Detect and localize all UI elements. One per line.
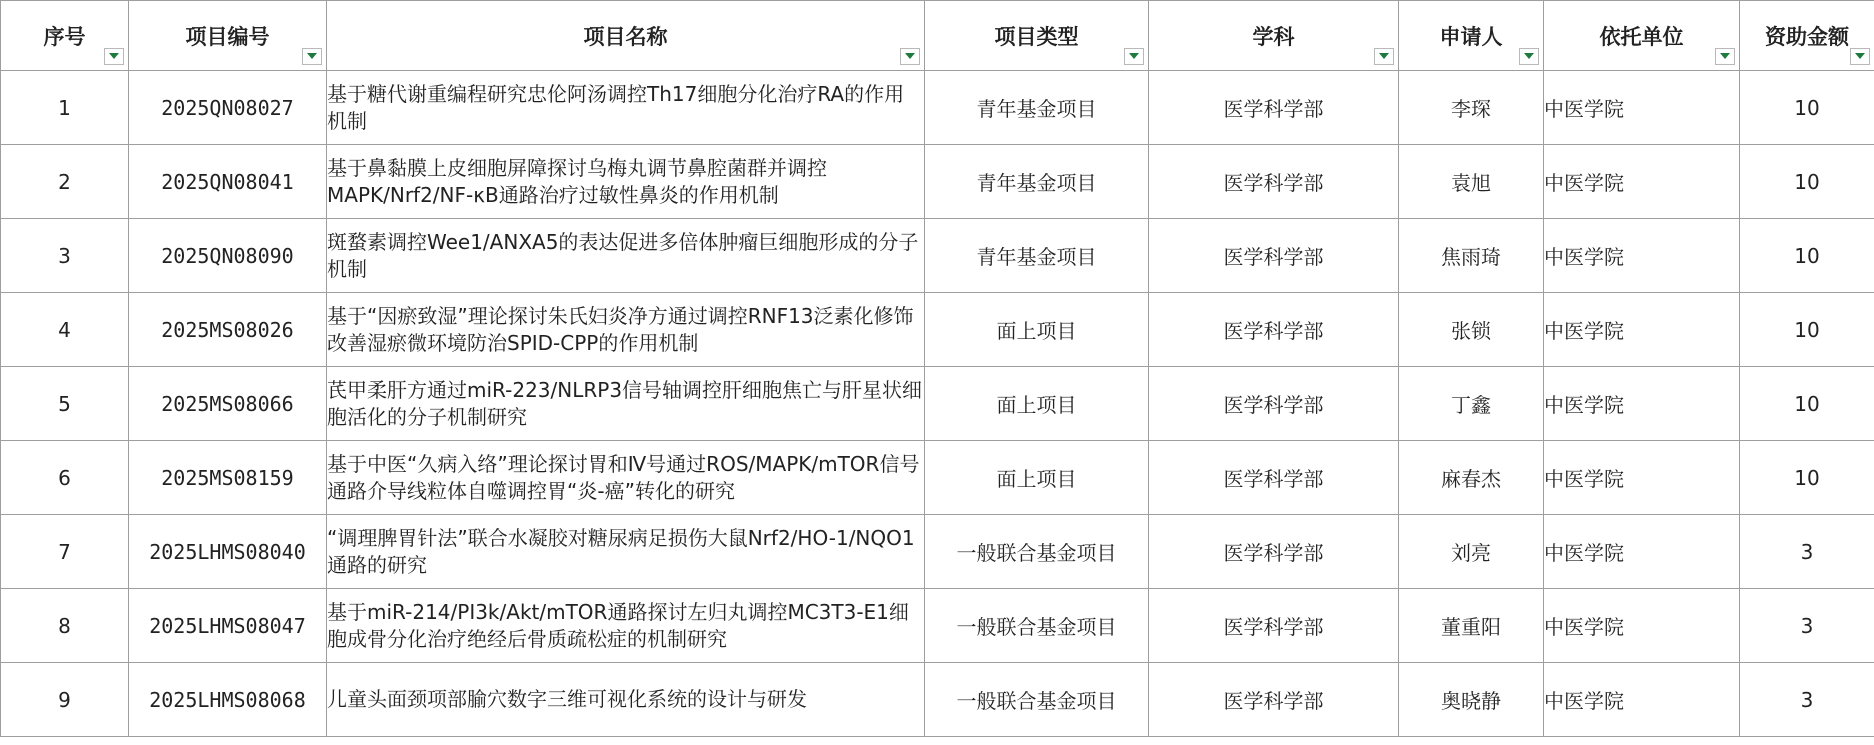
- cell-code[interactable]: 2025MS08066: [129, 367, 327, 441]
- cell-name-text: 基于鼻黏膜上皮细胞屏障探讨乌梅丸调节鼻腔菌群并调控MAPK/Nrf2/NF-κB通路治疗过敏性鼻炎的作用机制: [327, 155, 827, 207]
- cell-seq[interactable]: 6: [1, 441, 129, 515]
- cell-amount[interactable]: 10: [1740, 71, 1874, 145]
- cell-code[interactable]: 2025MS08026: [129, 293, 327, 367]
- cell-unit[interactable]: 中医学院: [1544, 663, 1740, 737]
- filter-dropdown-icon[interactable]: [302, 48, 322, 65]
- cell-name[interactable]: [327, 219, 925, 293]
- header-type[interactable]: 项目类型: [925, 1, 1149, 71]
- cell-name[interactable]: [327, 71, 925, 145]
- cell-unit[interactable]: 中医学院: [1544, 589, 1740, 663]
- header-row: [1, 1, 1874, 71]
- cell-applicant[interactable]: 丁鑫: [1399, 367, 1544, 441]
- cell-name-text: 基于中医“久病入络”理论探讨胃和Ⅳ号通过ROS/MAPK/mTOR信号通路介导线粒体自噬调控胃“炎-癌”转化的研究: [327, 451, 920, 503]
- cell-seq[interactable]: 4: [1, 293, 129, 367]
- cell-unit[interactable]: 中医学院: [1544, 145, 1740, 219]
- cell-name[interactable]: [327, 367, 925, 441]
- cell-name-text: 儿童头面颈项部腧穴数字三维可视化系统的设计与研发: [327, 687, 807, 711]
- filter-dropdown-icon[interactable]: [1519, 48, 1539, 65]
- cell-subject[interactable]: 医学科学部: [1149, 293, 1399, 367]
- cell-seq[interactable]: 1: [1, 71, 129, 145]
- cell-name[interactable]: [327, 441, 925, 515]
- cell-name[interactable]: [327, 293, 925, 367]
- cell-subject[interactable]: 医学科学部: [1149, 367, 1399, 441]
- cell-unit[interactable]: 中医学院: [1544, 293, 1740, 367]
- cell-type[interactable]: 青年基金项目: [925, 71, 1149, 145]
- table-row: [1, 663, 1874, 737]
- cell-amount[interactable]: 10: [1740, 441, 1874, 515]
- header-applicant[interactable]: 申请人: [1399, 1, 1544, 71]
- cell-code[interactable]: 2025MS08159: [129, 441, 327, 515]
- cell-name-text: 基于“因瘀致湿”理论探讨朱氏妇炎净方通过调控RNF13泛素化修饰改善湿瘀微环境防治SPID-CPP的作用机制: [327, 303, 914, 355]
- filter-dropdown-icon[interactable]: [1124, 48, 1144, 65]
- cell-amount[interactable]: 10: [1740, 219, 1874, 293]
- cell-code[interactable]: 2025LHMS08068: [129, 663, 327, 737]
- filter-dropdown-icon[interactable]: [1715, 48, 1735, 65]
- header-code[interactable]: 项目编号: [129, 1, 327, 71]
- cell-applicant[interactable]: 麻春杰: [1399, 441, 1544, 515]
- table-row: [1, 219, 1874, 293]
- table-row: [1, 71, 1874, 145]
- cell-subject[interactable]: 医学科学部: [1149, 145, 1399, 219]
- cell-type[interactable]: 一般联合基金项目: [925, 515, 1149, 589]
- cell-applicant[interactable]: 刘亮: [1399, 515, 1544, 589]
- cell-applicant[interactable]: 张锁: [1399, 293, 1544, 367]
- cell-seq[interactable]: 8: [1, 589, 129, 663]
- cell-amount[interactable]: 3: [1740, 663, 1874, 737]
- cell-name-text: “调理脾胃针法”联合水凝胶对糖尿病足损伤大鼠Nrf2/HO-1/NQO1通路的研究: [327, 525, 915, 577]
- cell-code[interactable]: 2025LHMS08040: [129, 515, 327, 589]
- cell-name[interactable]: [327, 145, 925, 219]
- cell-applicant[interactable]: 李琛: [1399, 71, 1544, 145]
- cell-seq[interactable]: 7: [1, 515, 129, 589]
- header-seq[interactable]: 序号: [1, 1, 129, 71]
- cell-type[interactable]: 面上项目: [925, 441, 1149, 515]
- cell-name[interactable]: [327, 515, 925, 589]
- filter-dropdown-icon[interactable]: [1850, 48, 1870, 65]
- cell-type[interactable]: 面上项目: [925, 293, 1149, 367]
- cell-type[interactable]: 一般联合基金项目: [925, 663, 1149, 737]
- table-row: [1, 145, 1874, 219]
- cell-seq[interactable]: 9: [1, 663, 129, 737]
- filter-dropdown-icon[interactable]: [104, 48, 124, 65]
- header-subject[interactable]: 学科: [1149, 1, 1399, 71]
- cell-name-text: 基于糖代谢重编程研究忠伦阿汤调控Th17细胞分化治疗RA的作用机制: [327, 81, 905, 133]
- table-row: [1, 515, 1874, 589]
- header-name[interactable]: 项目名称: [327, 1, 925, 71]
- cell-name[interactable]: [327, 589, 925, 663]
- cell-applicant[interactable]: 董重阳: [1399, 589, 1544, 663]
- cell-seq[interactable]: 2: [1, 145, 129, 219]
- cell-code[interactable]: 2025LHMS08047: [129, 589, 327, 663]
- header-amount[interactable]: 资助金额: [1740, 1, 1874, 71]
- cell-applicant[interactable]: 焦雨琦: [1399, 219, 1544, 293]
- table-row: [1, 367, 1874, 441]
- cell-name-text: 斑蝥素调控Wee1/ANXA5的表达促进多倍体肿瘤巨细胞形成的分子机制: [327, 229, 919, 281]
- cell-applicant[interactable]: 袁旭: [1399, 145, 1544, 219]
- cell-name-text: 基于miR-214/PI3k/Akt/mTOR通路探讨左归丸调控MC3T3-E1细胞成骨分化治疗绝经后骨质疏松症的机制研究: [327, 599, 909, 651]
- cell-name-text: 芪甲柔肝方通过miR-223/NLRP3信号轴调控肝细胞焦亡与肝星状细胞活化的分子机制研究: [327, 377, 923, 429]
- cell-code[interactable]: 2025QN08041: [129, 145, 327, 219]
- cell-seq[interactable]: 3: [1, 219, 129, 293]
- cell-unit[interactable]: 中医学院: [1544, 71, 1740, 145]
- filter-dropdown-icon[interactable]: [900, 48, 920, 65]
- cell-amount[interactable]: 10: [1740, 367, 1874, 441]
- cell-subject[interactable]: 医学科学部: [1149, 663, 1399, 737]
- cell-type[interactable]: 青年基金项目: [925, 145, 1149, 219]
- cell-name[interactable]: [327, 663, 925, 737]
- cell-type[interactable]: 面上项目: [925, 367, 1149, 441]
- cell-code[interactable]: 2025QN08027: [129, 71, 327, 145]
- cell-unit[interactable]: 中医学院: [1544, 367, 1740, 441]
- cell-amount[interactable]: 3: [1740, 515, 1874, 589]
- table-row: [1, 441, 1874, 515]
- cell-amount[interactable]: 10: [1740, 293, 1874, 367]
- cell-type[interactable]: 一般联合基金项目: [925, 589, 1149, 663]
- filter-dropdown-icon[interactable]: [1374, 48, 1394, 65]
- cell-applicant[interactable]: 奥晓静: [1399, 663, 1544, 737]
- cell-subject[interactable]: 医学科学部: [1149, 589, 1399, 663]
- cell-code[interactable]: 2025QN08090: [129, 219, 327, 293]
- cell-amount[interactable]: 10: [1740, 145, 1874, 219]
- cell-subject[interactable]: 医学科学部: [1149, 71, 1399, 145]
- cell-subject[interactable]: 医学科学部: [1149, 515, 1399, 589]
- cell-unit[interactable]: 中医学院: [1544, 441, 1740, 515]
- cell-seq[interactable]: 5: [1, 367, 129, 441]
- header-unit[interactable]: 依托单位: [1544, 1, 1740, 71]
- cell-unit[interactable]: 中医学院: [1544, 515, 1740, 589]
- table-row: [1, 293, 1874, 367]
- cell-unit[interactable]: 中医学院: [1544, 219, 1740, 293]
- cell-subject[interactable]: 医学科学部: [1149, 441, 1399, 515]
- cell-subject[interactable]: 医学科学部: [1149, 219, 1399, 293]
- cell-type[interactable]: 青年基金项目: [925, 219, 1149, 293]
- cell-amount[interactable]: 3: [1740, 589, 1874, 663]
- table-row: [1, 589, 1874, 663]
